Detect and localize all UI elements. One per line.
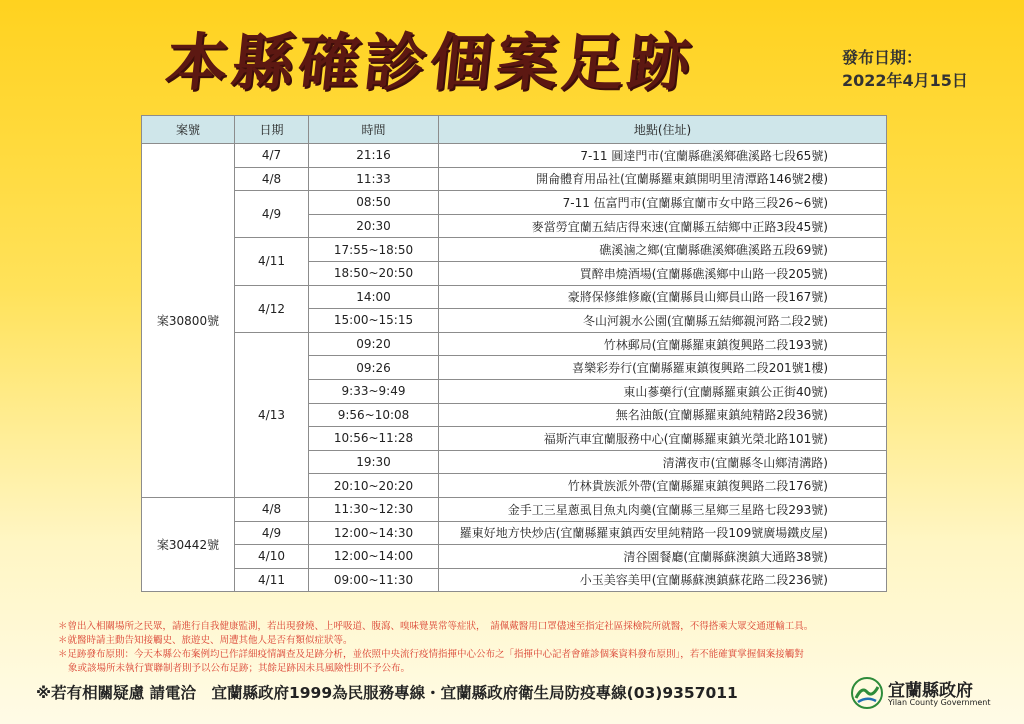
- date-cell: 4/9: [235, 191, 309, 238]
- time-cell: 10:56~11:28: [309, 427, 439, 451]
- location-cell: 小玉美容美甲(宜蘭縣蘇澳鎮蘇花路二段236號): [439, 568, 887, 592]
- table-row: [142, 238, 887, 262]
- location-cell: 羅東好地方快炒店(宜蘭縣羅東鎮西安里純精路一段109號廣場鐵皮屋): [439, 521, 887, 545]
- note-line: ＊足跡發布原則：今天本縣公布案例均已作詳細疫情調查及足跡分析，並依照中央流行疫情指揮中心公布之「指揮中心記者會確診個案資料發布原則」，若不能確實掌握個案接觸對: [58, 649, 804, 660]
- header-time: 時間: [309, 116, 439, 144]
- table-row: [142, 144, 887, 168]
- date-cell: 4/11: [235, 238, 309, 285]
- date-cell: 4/7: [235, 144, 309, 168]
- note-line: 象或該場所未執行實聯制者則予以公布足跡；其餘足跡因未具風險性則不予公布。: [68, 663, 411, 674]
- time-cell: 9:56~10:08: [309, 403, 439, 427]
- time-cell: 20:30: [309, 214, 439, 238]
- logo-name: 宜蘭縣政府: [888, 681, 973, 701]
- header-date: 日期: [235, 116, 309, 144]
- time-cell: 18:50~20:50: [309, 261, 439, 285]
- time-cell: 9:33~9:49: [309, 379, 439, 403]
- location-cell: 豪將保修維修廠(宜蘭縣員山鄉員山路一段167號): [439, 285, 887, 309]
- location-cell: 東山蔘藥行(宜蘭縣羅東鎮公正街40號): [439, 379, 887, 403]
- location-cell: 清谷園餐廳(宜蘭縣蘇澳鎮大通路38號): [439, 545, 887, 569]
- header-case: 案號: [142, 116, 235, 144]
- case-number-cell: 案30800號: [142, 144, 235, 498]
- time-cell: 11:30~12:30: [309, 497, 439, 521]
- case-number-cell: 案30442號: [142, 497, 235, 591]
- time-cell: 12:00~14:30: [309, 521, 439, 545]
- location-cell: 買醉串燒酒場(宜蘭縣礁溪鄉中山路一段205號): [439, 261, 887, 285]
- date-cell: 4/13: [235, 332, 309, 497]
- time-cell: 09:26: [309, 356, 439, 380]
- date-cell: 4/8: [235, 167, 309, 191]
- notes-block: [58, 620, 988, 676]
- header-location: 地點(住址): [439, 116, 887, 144]
- table-body: [142, 144, 887, 592]
- note-line: ＊曾出入相關場所之民眾，請進行自我健康監測，若出現發燒、上呼吸道、腹瀉、嗅味覺異常等症狀， 請佩戴醫用口罩儘速至指定社區採檢院所就醫，不得搭乘大眾交通運輸工具。: [58, 621, 814, 632]
- table-header-row: [142, 116, 887, 144]
- date-cell: 4/12: [235, 285, 309, 332]
- table-row: [142, 167, 887, 191]
- location-cell: 開侖體育用品社(宜蘭縣羅東鎮開明里清潭路146號2樓): [439, 167, 887, 191]
- date-cell: 4/8: [235, 497, 309, 521]
- location-cell: 無名油飯(宜蘭縣羅東鎮純精路2段36號): [439, 403, 887, 427]
- hotline-text: ※若有相關疑慮 請電洽 宜蘭縣政府1999為民服務專線・宜蘭縣政府衛生局防疫專線(03)9357011: [36, 684, 738, 702]
- location-cell: 清溝夜市(宜蘭縣冬山鄉清溝路): [439, 450, 887, 474]
- time-cell: 19:30: [309, 450, 439, 474]
- table-row: [142, 191, 887, 215]
- table-row: [142, 521, 887, 545]
- yilan-county-emblem-icon: [850, 676, 884, 710]
- time-cell: 14:00: [309, 285, 439, 309]
- location-cell: 竹林貴族派外帶(宜蘭縣羅東鎮復興路二段176號): [439, 474, 887, 498]
- location-cell: 竹林郵局(宜蘭縣羅東鎮復興路二段193號): [439, 332, 887, 356]
- time-cell: 17:55~18:50: [309, 238, 439, 262]
- table-row: [142, 545, 887, 569]
- government-logo: [850, 676, 990, 710]
- table-row: [142, 497, 887, 521]
- date-cell: 4/11: [235, 568, 309, 592]
- publish-date: 2022年4月15日: [842, 71, 968, 90]
- time-cell: 21:16: [309, 144, 439, 168]
- time-cell: 12:00~14:00: [309, 545, 439, 569]
- location-cell: 福斯汽車宜蘭服務中心(宜蘭縣羅東鎮光榮北路101號): [439, 427, 887, 451]
- note-line: ＊就醫時請主動告知接觸史、旅遊史、周遭其他人是否有類似症狀等。: [58, 635, 353, 646]
- table-row: [142, 285, 887, 309]
- footprint-table: [141, 115, 887, 592]
- logo-english-name: Yilan County Government: [888, 698, 991, 707]
- page-title: 本縣確診個案足跡: [162, 26, 698, 99]
- time-cell: 15:00~15:15: [309, 309, 439, 333]
- location-cell: 金手工三星蔥虱目魚丸肉羹(宜蘭縣三星鄉三星路七段293號): [439, 497, 887, 521]
- table-row: [142, 568, 887, 592]
- location-cell: 麥當勞宜蘭五結店得來速(宜蘭縣五結鄉中正路3段45號): [439, 214, 887, 238]
- date-cell: 4/9: [235, 521, 309, 545]
- time-cell: 09:20: [309, 332, 439, 356]
- table-row: [142, 332, 887, 356]
- location-cell: 喜樂彩券行(宜蘭縣羅東鎮復興路二段201號1樓): [439, 356, 887, 380]
- location-cell: 礁溪滷之鄉(宜蘭縣礁溪鄉礁溪路五段69號): [439, 238, 887, 262]
- time-cell: 20:10~20:20: [309, 474, 439, 498]
- date-cell: 4/10: [235, 545, 309, 569]
- time-cell: 11:33: [309, 167, 439, 191]
- publish-date-block: [842, 46, 1012, 92]
- location-cell: 冬山河親水公園(宜蘭縣五結鄉親河路二段2號): [439, 309, 887, 333]
- location-cell: 7-11 伍富門市(宜蘭縣宜蘭市女中路三段26~6號): [439, 191, 887, 215]
- location-cell: 7-11 圓達門市(宜蘭縣礁溪鄉礁溪路七段65號): [439, 144, 887, 168]
- time-cell: 08:50: [309, 191, 439, 215]
- publish-label: 發布日期：: [842, 48, 923, 67]
- time-cell: 09:00~11:30: [309, 568, 439, 592]
